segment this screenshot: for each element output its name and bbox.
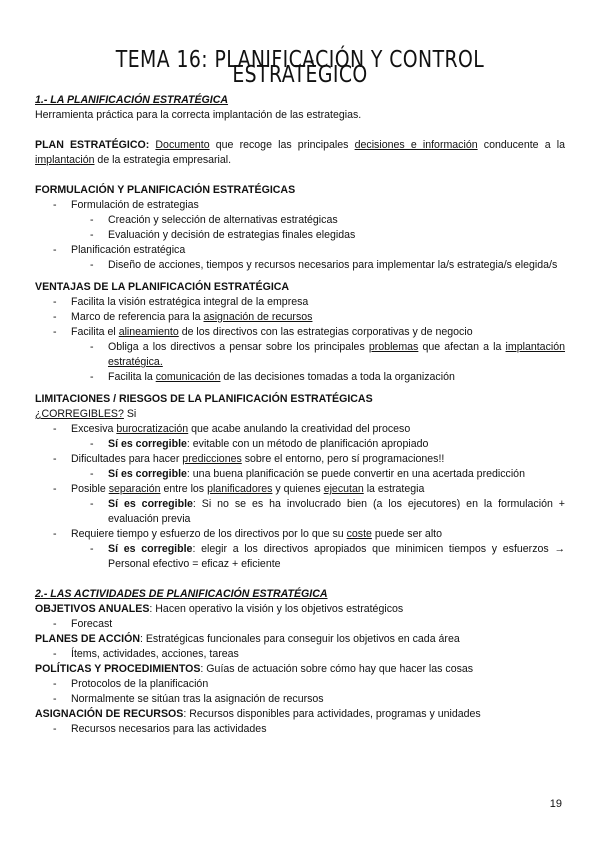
section-1-intro: Herramienta práctica para la correcta implantación de las estrategias. <box>35 109 362 121</box>
list-item: - Creación y selección de alternativas estratégicas <box>90 214 338 226</box>
list-item: - Evaluación y decisión de estrategias finales elegidas <box>90 229 356 241</box>
plan-estrategico-definition: PLAN ESTRATÉGICO: Documento que recoge las principales decisiones e información conducente a la implantación de la estrategia empresarial. <box>35 139 565 166</box>
list-item: - Sí es corregible: evitable con un método de planificación apropiado <box>90 438 429 450</box>
document-body <box>35 93 565 737</box>
list-item: - Forecast <box>53 618 113 630</box>
planes-de-accion: PLANES DE ACCIÓN: Estratégicas funcionales para conseguir los objetivos en cada área <box>35 633 460 645</box>
asignacion-de-recursos: ASIGNACIÓN DE RECURSOS: Recursos disponibles para actividades, programas y unidades <box>35 708 481 720</box>
list-item: - Sí es corregible: elegir a los directivos apropiados que minimicen tiempos y esfuerzos → Personal efectivo = eficaz + eficiente <box>90 543 565 570</box>
list-item: - Facilita la comunicación de las decisiones tomadas a toda la organización <box>90 371 455 383</box>
ventajas-heading: VENTAJAS DE LA PLANIFICACIÓN ESTRATÉGICA <box>35 281 290 293</box>
list-item: - Dificultades para hacer predicciones sobre el entorno, pero sí programaciones!! <box>53 453 445 465</box>
formulacion-heading: FORMULACIÓN Y PLANIFICACIÓN ESTRATÉGICAS <box>35 184 296 196</box>
list-item: - Obliga a los directivos a pensar sobre los principales problemas que afectan a la implantación estratégica. <box>90 341 566 368</box>
section-2-heading: 2.- LAS ACTIVIDADES DE PLANIFICACIÓN ESTRATÉGICA <box>35 588 328 600</box>
list-item: - Ítems, actividades, acciones, tareas <box>53 648 239 660</box>
list-item: - Marco de referencia para la asignación de recursos <box>53 311 313 323</box>
page-title: TEMA 16: PLANIFICACIÓN Y CONTROL ESTRATÉGICO <box>115 47 485 88</box>
section-1-heading: 1.- LA PLANIFICACIÓN ESTRATÉGICA <box>35 94 229 106</box>
list-item: - Normalmente se sitúan tras la asignación de recursos <box>53 693 324 705</box>
list-item: - Formulación de estrategias <box>53 199 199 211</box>
page-number: 19 <box>549 798 562 810</box>
corregibles-line: ¿CORREGIBLES? Si <box>35 408 137 420</box>
list-item: - Facilita el alineamiento de los directivos con las estrategias corporativas y de negocio <box>53 326 473 338</box>
list-item: - Recursos necesarios para las actividades <box>53 723 267 735</box>
list-item: - Planificación estratégica <box>53 244 186 256</box>
politicas-y-procedimientos: POLÍTICAS Y PROCEDIMIENTOS: Guías de actuación sobre cómo hay que hacer las cosas <box>35 663 474 675</box>
list-item: - Requiere tiempo y esfuerzo de los directivos por lo que su coste puede ser alto <box>53 528 443 540</box>
list-item: - Protocolos de la planificación <box>53 678 209 690</box>
list-item: - Posible separación entre los planificadores y quienes ejecutan la estrategia <box>53 483 425 495</box>
list-item: - Sí es corregible: Si no se es ha involucrado bien (a los ejecutores) en la formulación + evaluación previa <box>90 498 565 525</box>
limitaciones-heading: LIMITACIONES / RIESGOS DE LA PLANIFICACIÓN ESTRATÉGICAS <box>35 393 373 405</box>
list-item: - Excesiva burocratización que acabe anulando la creatividad del proceso <box>53 423 411 435</box>
objetivos-anuales: OBJETIVOS ANUALES: Hacen operativo la visión y los objetivos estratégicos <box>35 603 404 615</box>
list-item: - Facilita la visión estratégica integral de la empresa <box>53 296 309 308</box>
list-item: - Sí es corregible: una buena planificación se puede convertir en una acertada predicción <box>90 468 525 480</box>
list-item: - Diseño de acciones, tiempos y recursos necesarios para implementar la/s estrategia/s elegida/s <box>90 259 558 271</box>
